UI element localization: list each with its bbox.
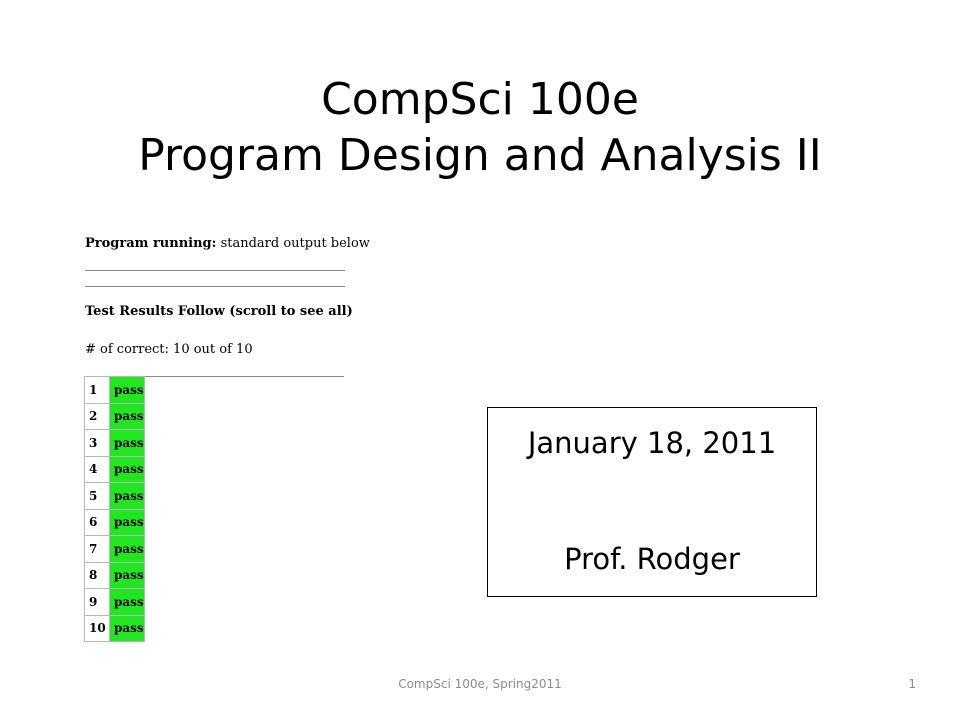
test-status: pass: [110, 509, 145, 536]
test-status: pass: [110, 403, 145, 430]
row-spacer: [145, 589, 345, 616]
result-row: [85, 430, 345, 457]
test-number: 4: [85, 456, 110, 483]
test-number: 5: [85, 483, 110, 510]
correct-count: # of correct: 10 out of 10: [85, 342, 253, 357]
test-number: 3: [85, 430, 110, 457]
program-running-label: Program running:: [85, 236, 217, 251]
divider: [85, 286, 345, 287]
result-row: [85, 589, 345, 616]
test-number: 1: [85, 377, 110, 404]
footer-text: CompSci 100e, Spring2011: [398, 677, 562, 691]
test-status: pass: [110, 615, 145, 642]
row-spacer: [145, 483, 345, 510]
test-status: pass: [110, 589, 145, 616]
row-spacer: [145, 509, 345, 536]
result-row: [85, 536, 345, 563]
row-spacer: [145, 615, 345, 642]
info-box: [487, 407, 817, 597]
divider: [85, 270, 345, 271]
result-row: [85, 615, 345, 642]
results-table: [84, 376, 344, 642]
program-running-text: standard output below: [220, 236, 370, 251]
test-status: pass: [110, 536, 145, 563]
test-number: 10: [85, 615, 110, 642]
title-line-subject: Program Design and Analysis II: [138, 130, 822, 181]
result-row: [85, 456, 345, 483]
lecture-date: January 18, 2011: [527, 426, 777, 460]
test-number: 7: [85, 536, 110, 563]
result-row: [85, 483, 345, 510]
slide-title: [0, 72, 960, 184]
result-row: [85, 377, 345, 404]
program-running-line: [85, 236, 370, 251]
test-number: 8: [85, 562, 110, 589]
title-line-course: CompSci 100e: [321, 74, 639, 125]
result-row: [85, 403, 345, 430]
results-heading: Test Results Follow (scroll to see all): [85, 304, 353, 319]
row-spacer: [145, 430, 345, 457]
row-spacer: [145, 403, 345, 430]
test-number: 2: [85, 403, 110, 430]
result-row: [85, 562, 345, 589]
page-number: 1: [908, 677, 916, 691]
test-status: pass: [110, 562, 145, 589]
row-spacer: [145, 456, 345, 483]
test-status: pass: [110, 483, 145, 510]
test-status: pass: [110, 377, 145, 404]
row-spacer: [145, 536, 345, 563]
test-number: 6: [85, 509, 110, 536]
row-spacer: [145, 562, 345, 589]
test-number: 9: [85, 589, 110, 616]
row-spacer: [145, 377, 345, 404]
test-status: pass: [110, 456, 145, 483]
professor-name: Prof. Rodger: [564, 542, 740, 576]
test-status: pass: [110, 430, 145, 457]
test-results-screenshot: [78, 226, 370, 650]
result-row: [85, 509, 345, 536]
